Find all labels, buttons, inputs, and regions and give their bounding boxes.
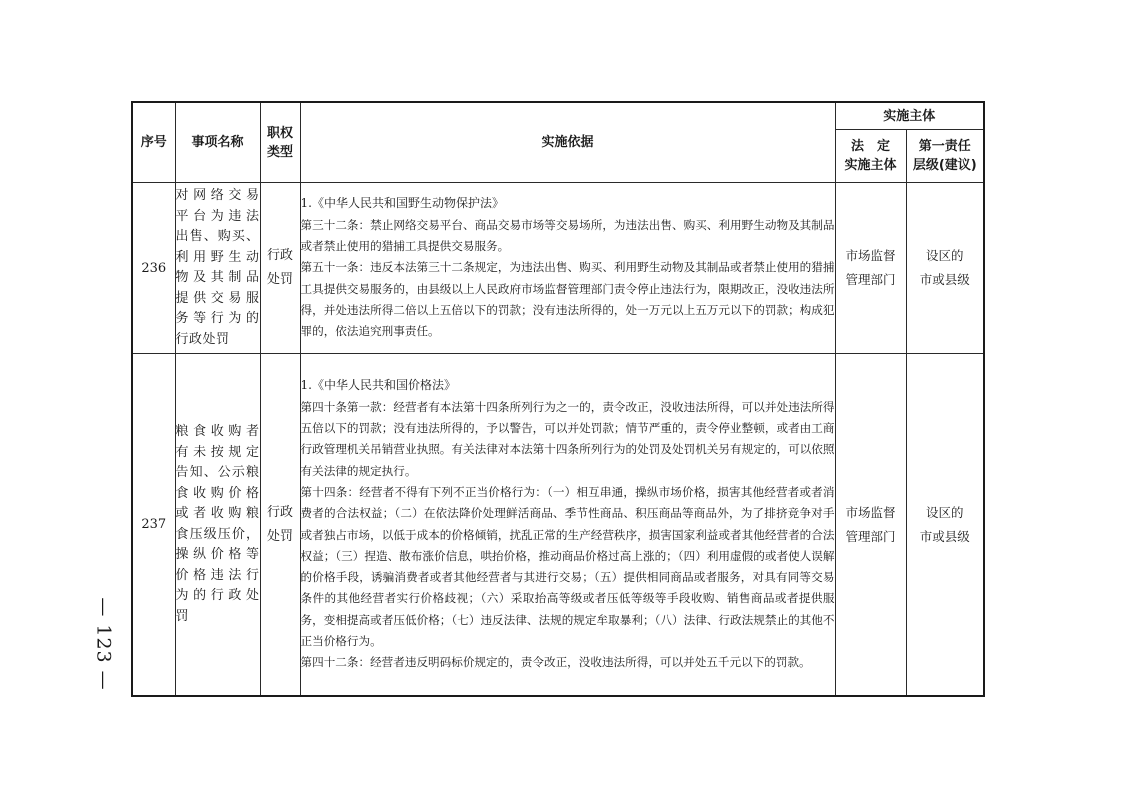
- item-name-line: 行政处罚: [175, 331, 230, 347]
- row-power-type: [260, 354, 300, 697]
- basis-paragraph: 第三十二条：禁止网络交易平台、商品交易市场等交易场所，为违法出售、购买、利用野生动物及其制品或者禁止使用的猎捕工具提供交易服务。: [300, 217, 835, 254]
- item-name-line: 粮食收购者: [175, 424, 260, 439]
- basis-paragraph: 1.《中华人民共和国价格法》: [300, 378, 456, 393]
- item-name-line: 提供交易服: [175, 290, 260, 306]
- basis-paragraph: 第五十一条：违反本法第三十二条规定，为违法出售、购买、利用野生动物及其制品或者禁止使用的猎捕工具提供交易服务的，由县级以上人民政府市场监督管理部门责令停止违法行为，限期改正，没收违法所得，并处违法所得二倍以上五倍以下的罚款；没有违法所得的，处一万元以上五万元以下的罚款；构成犯罪的，依法追究刑事责任。: [300, 260, 835, 339]
- enforcement-items-table: [131, 101, 985, 697]
- item-name-line: 食压级压价，: [175, 526, 260, 542]
- header-row-top: [132, 102, 984, 130]
- row-legal-subject: [835, 354, 906, 697]
- power-type-line2: 处罚: [266, 272, 293, 287]
- page-number: [84, 596, 124, 692]
- legal-subject-line2: 管理部门: [845, 528, 896, 544]
- header-seq: 序号: [132, 102, 175, 183]
- item-name-line: 物及其制品: [175, 270, 260, 285]
- header-legal-subject: [835, 130, 906, 183]
- table-row: [132, 354, 984, 697]
- power-type-line1: 行政: [266, 248, 293, 263]
- page-number-text: — 123 —: [93, 597, 116, 691]
- legal-subject-line2: 管理部门: [845, 272, 896, 287]
- item-name-line: 操纵价格等: [175, 547, 260, 562]
- basis-paragraph: 第四十二条：经营者违反明码标价规定的，责令改正，没收违法所得，可以并处五千元以下的罚款。: [300, 655, 811, 670]
- header-item-name: 事项名称: [175, 102, 260, 183]
- item-name-line: 罚: [175, 608, 190, 624]
- row-first-responsibility: [906, 354, 984, 697]
- item-name-line: 平台为违法: [175, 208, 260, 224]
- item-name-line: 务等行为的: [175, 311, 260, 326]
- first-resp-line2: 市或县级: [919, 272, 970, 287]
- first-resp-line1: 设区的: [926, 504, 964, 520]
- item-name-line: 有未按规定: [175, 444, 260, 460]
- header-legal-subject-line2: 实施主体: [844, 158, 897, 173]
- item-name-line: 告知、公示粮: [175, 465, 260, 480]
- item-name-line: 价格违法行: [175, 567, 260, 583]
- first-resp-line1: 设区的: [926, 248, 964, 263]
- header-first-resp-line2: 层级(建议): [912, 158, 977, 173]
- header-power-type-line1: 职权: [266, 125, 293, 141]
- header-first-resp-line1: 第一责任: [918, 139, 971, 154]
- legal-subject-line1: 市场监督: [845, 504, 896, 520]
- row-first-responsibility: [906, 183, 984, 354]
- item-name-line: 利用野生动: [175, 249, 260, 265]
- header-first-responsibility: [906, 130, 984, 183]
- item-name-line: 对网络交易: [175, 188, 260, 203]
- item-name-line: 或者收购粮: [175, 506, 260, 521]
- basis-paragraph: 第十四条：经营者不得有下列不正当价格行为：（一）相互串通，操纵市场价格，损害其他经营者或者消费者的合法权益；（二）在依法降价处理鲜活商品、季节性商品、积压商品等商品外，为了排挤竞争对手或者独占市场，以低于成本的价格倾销，扰乱正常的生产经营秩序，损害国家利益或者其他经营者的合法权益；（三）捏造、散布涨价信息，哄抬价格，推动商品价格过高上涨的；（四）利用虚假的或者使人误解的价格手段，诱骗消费者或者其他经营者与其进行交易；（五）提供相同商品或者服务，对具有同等交易条件的其他经营者实行价格歧视；（六）采取抬高等级或者压低等级等手段收购、销售商品或者提供服务，变相提高或者压低价格；（七）违反法律、法规的规定牟取暴利；（八）法律、行政法规禁止的其他不正当价格行为。: [300, 484, 835, 648]
- header-power-type: [260, 102, 300, 183]
- header-power-type-line2: 类型: [266, 144, 293, 160]
- item-name-line: 食收购价格: [175, 485, 260, 501]
- row-item-name: [175, 354, 260, 697]
- row-basis: [300, 354, 835, 697]
- item-name-line: 为的行政处: [175, 588, 260, 603]
- row-item-name: [175, 183, 260, 354]
- row-seq: 236: [132, 183, 175, 354]
- basis-paragraph: 第四十条第一款：经营者有本法第十四条所列行为之一的，责令改正，没收违法所得，可以并处违法所得五倍以下的罚款；没有违法所得的，予以警告，可以并处罚款；情节严重的，责令停业整顿，或者由工商行政管理机关吊销营业执照。有关法律对本法第十四条所列行为的处罚及处罚机关另有规定的，可以依照有关法律的规定执行。: [300, 399, 835, 478]
- header-legal-subject-line1: 法 定: [850, 139, 890, 154]
- header-subject-group: 实施主体: [835, 102, 984, 130]
- power-type-line2: 处罚: [266, 528, 293, 544]
- row-basis: [300, 183, 835, 354]
- legal-subject-line1: 市场监督: [845, 248, 896, 263]
- basis-paragraph: 1.《中华人民共和国野生动物保护法》: [300, 196, 504, 211]
- power-type-line1: 行政: [266, 504, 293, 520]
- item-name-line: 出售、购买、: [175, 229, 260, 244]
- table-row: [132, 183, 984, 354]
- header-basis: 实施依据: [300, 102, 835, 183]
- row-legal-subject: [835, 183, 906, 354]
- row-power-type: [260, 183, 300, 354]
- row-seq: 237: [132, 354, 175, 697]
- first-resp-line2: 市或县级: [919, 528, 970, 544]
